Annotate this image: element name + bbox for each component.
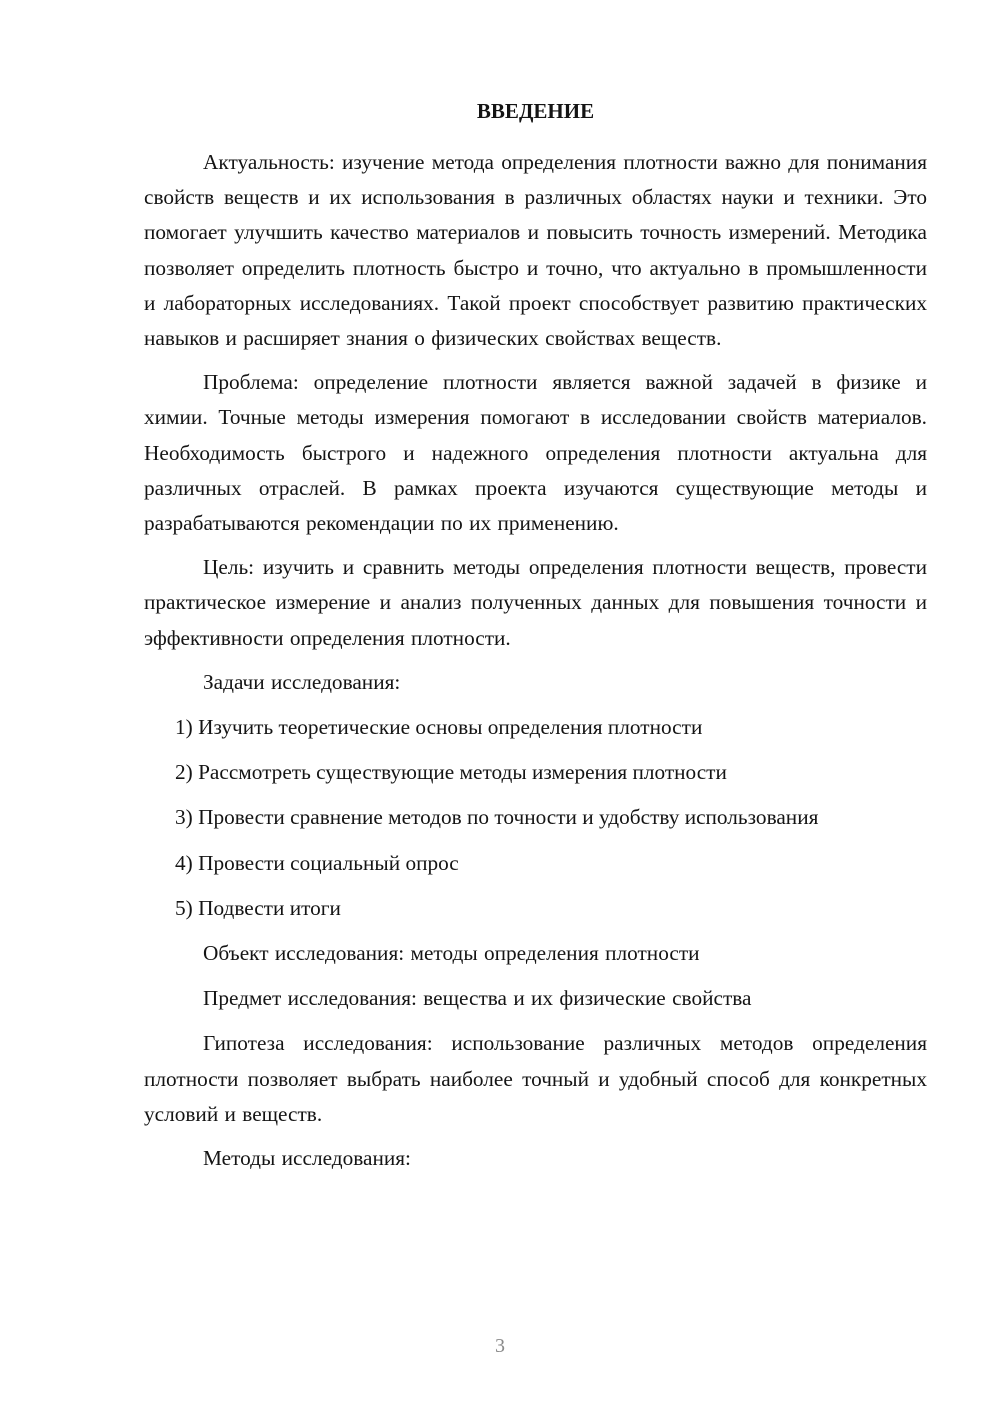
tasks-list	[144, 710, 927, 926]
page-title: ВВЕДЕНИЕ	[476, 99, 595, 123]
paragraph-problem: Проблема: определение плотности является важной задачей в физике и химии. Точные методы измерения помогают в исследовании свойств материалов. Необходимость быстрого и надежного определения плотности актуальна для различных отраслей. В рамках проекта изучаются существующие методы и разрабатываются рекомендации по их применению.	[144, 370, 927, 536]
paragraph-hypothesis: Гипотеза исследования: использование различных методов определения плотности позволяет выбрать наиболее точный и удобный способ для конкретных условий и веществ.	[144, 1031, 927, 1126]
list-item: 5) Подвести итоги	[175, 895, 341, 920]
paragraph-object: Объект исследования: методы определения плотности	[203, 941, 700, 966]
list-item: 3) Провести сравнение методов по точности и удобству использования	[175, 805, 819, 830]
document-body	[144, 145, 927, 1186]
methods-heading: Методы исследования:	[203, 1146, 411, 1171]
list-item: 4) Провести социальный опрос	[175, 850, 459, 875]
paragraph-subject: Предмет исследования: вещества и их физические свойства	[203, 986, 752, 1011]
paragraph-relevance: Актуальность: изучение метода определения плотности важно для понимания свойств веществ и их использования в различных областях науки и техники. Это помогает улучшить качество материалов и повысить точность измерений. Методика позволяет определить плотность быстро и точно, что актуально в промышленности и лабораторных исследованиях. Такой проект способствует развитию практических навыков и расширяет знания о физических свойствах веществ.	[144, 150, 927, 351]
paragraph-goal: Цель: изучить и сравнить методы определения плотности веществ, провести практическое измерение и анализ полученных данных для повышения точности и эффективности определения плотности.	[144, 555, 927, 650]
list-item: 2) Рассмотреть существующие методы измерения плотности	[175, 760, 727, 785]
page-number: 3	[495, 1335, 505, 1357]
list-item: 1) Изучить теоретические основы определения плотности	[175, 715, 703, 740]
tasks-heading: Задачи исследования:	[203, 669, 401, 694]
